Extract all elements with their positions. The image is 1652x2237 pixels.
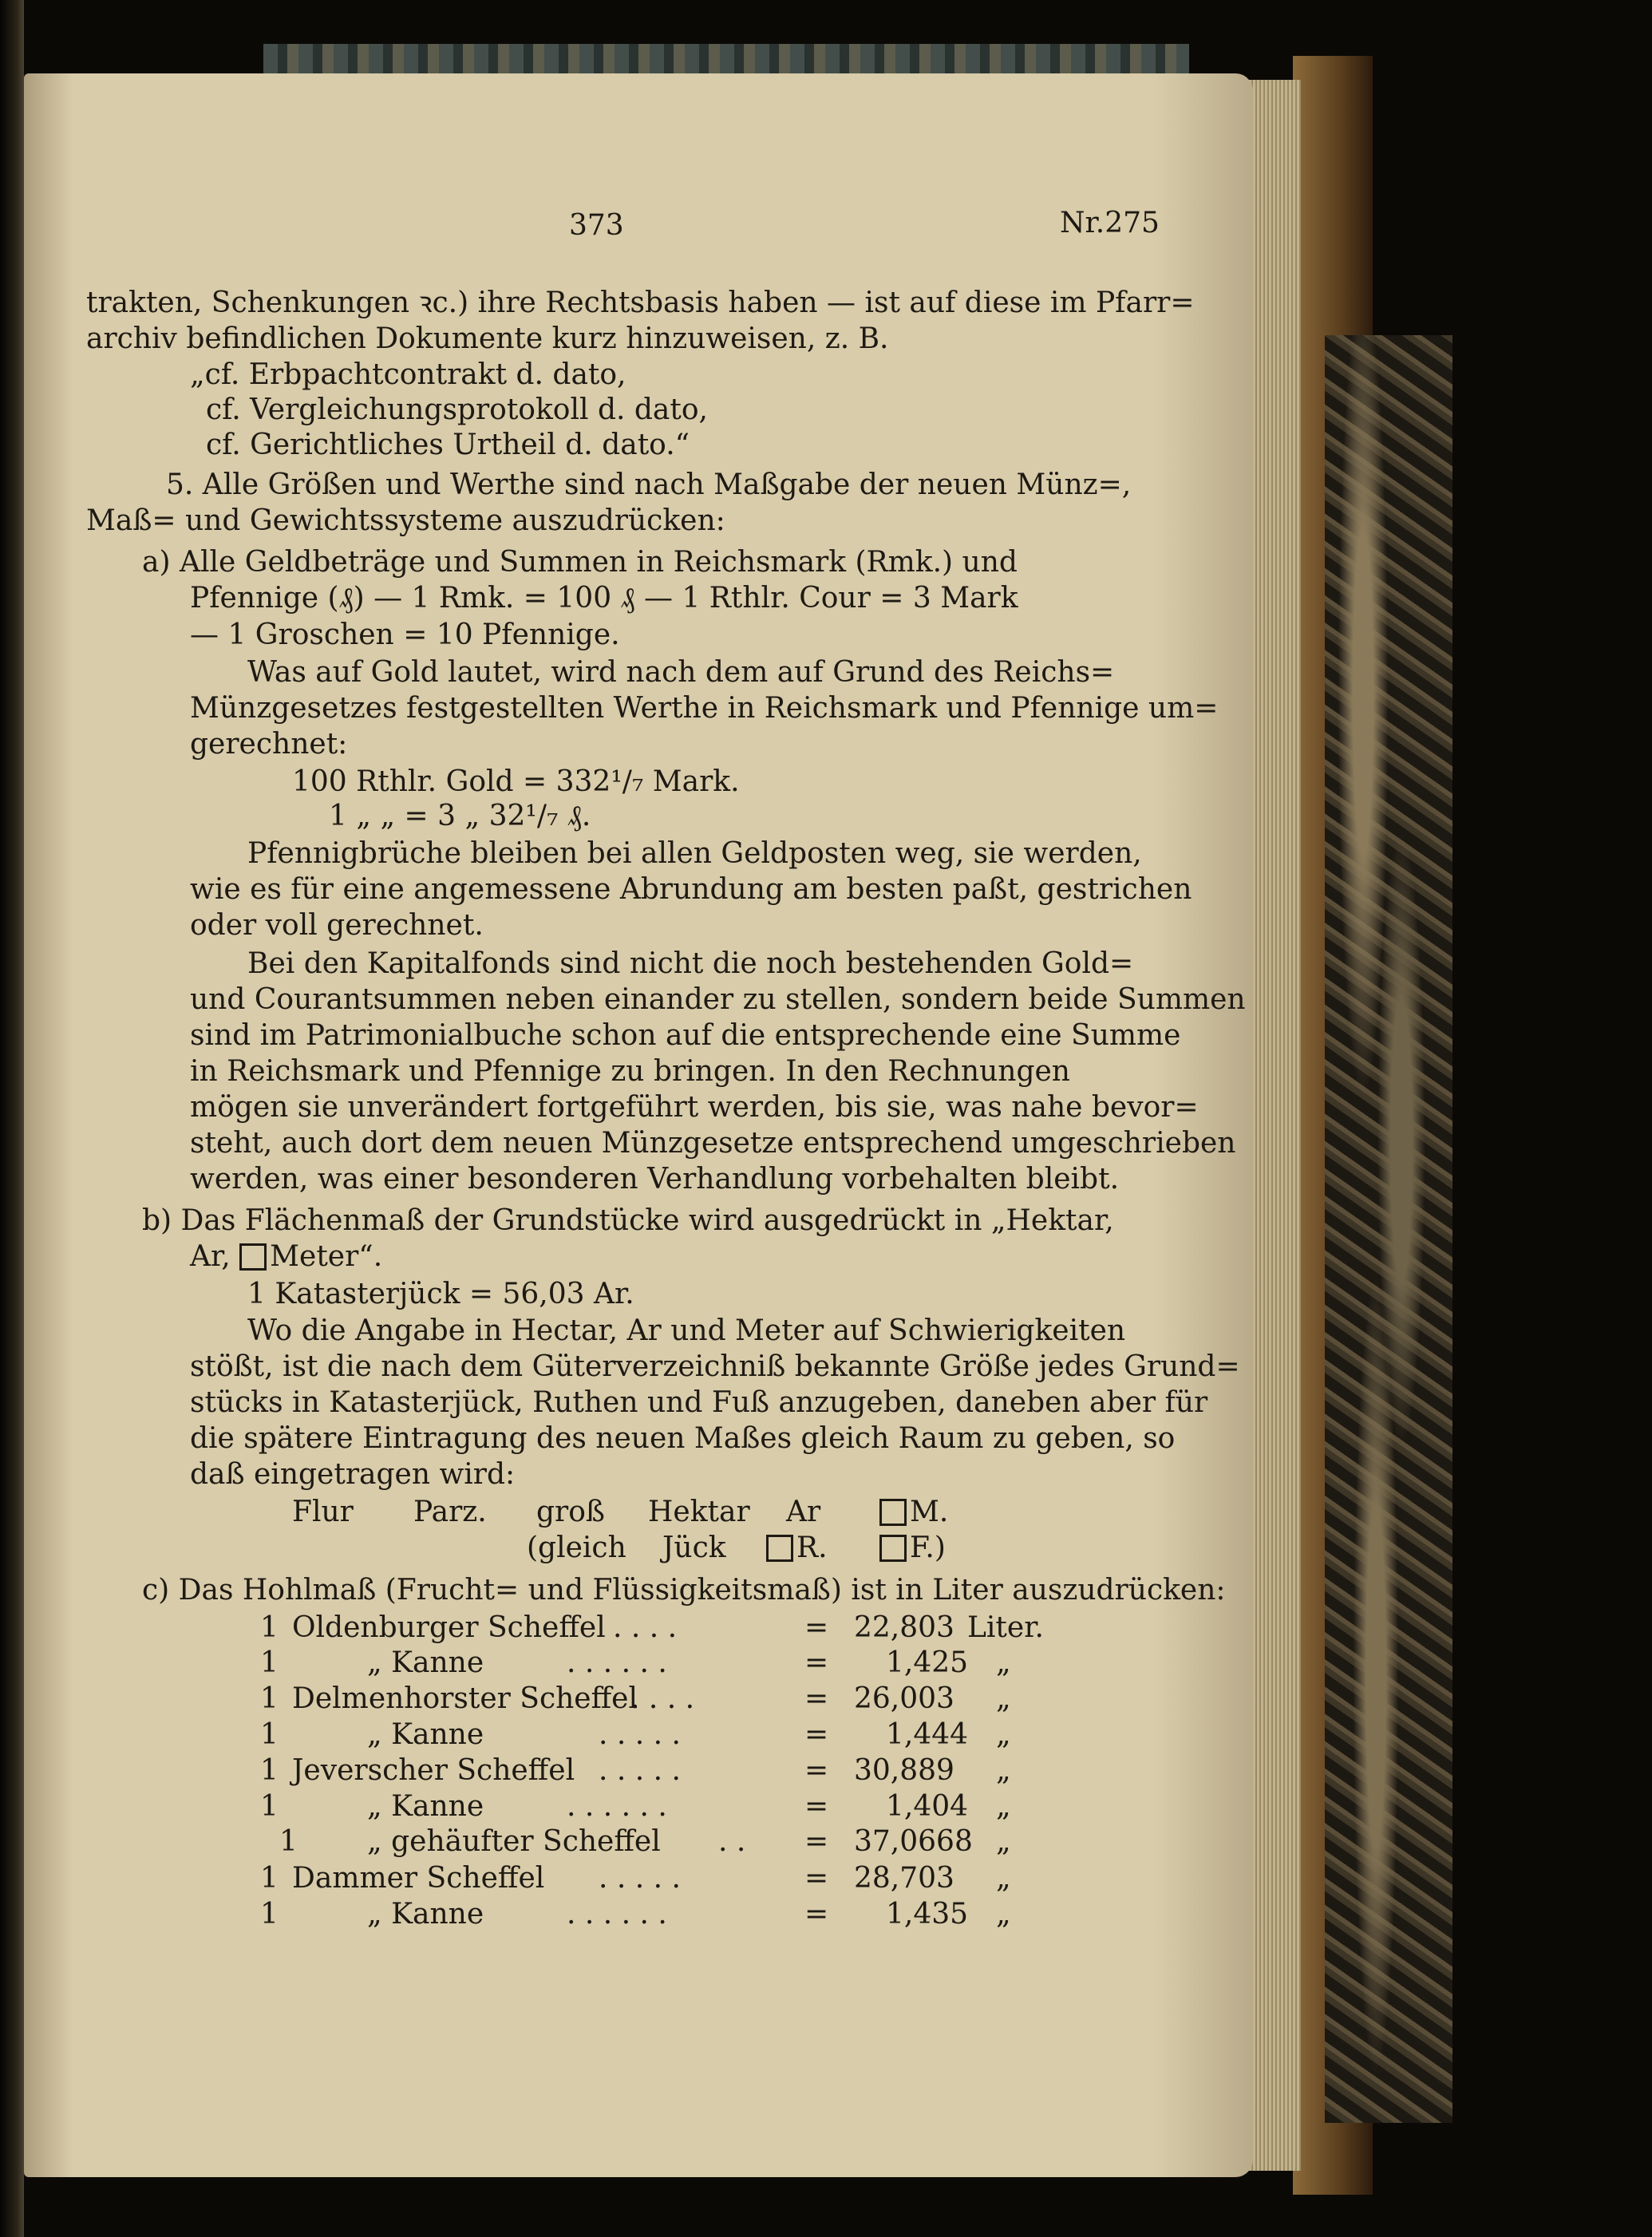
text-line: Was auf Gold lautet, wird nach dem auf Grund des Reichs= <box>247 656 1115 689</box>
measure-name: „ Kanne <box>367 1718 484 1751</box>
square-box-icon <box>766 1535 793 1562</box>
measure-value: 22,803 <box>854 1611 954 1644</box>
text-line: — 1 Groschen = 10 Pfennige. <box>190 619 620 651</box>
measure-qty: 1 <box>260 1646 279 1679</box>
measure-dots: . . <box>718 1825 746 1858</box>
square-box-icon <box>239 1243 267 1271</box>
measure-eq: = <box>804 1682 829 1715</box>
measure-dots: . . . . . . <box>567 1646 667 1679</box>
text-line: 5. Alle Größen und Werthe sind nach Maßgabe der neuen Münz=, <box>166 468 1132 501</box>
measure-dots: . . . . . <box>599 1718 681 1751</box>
text-line: gerechnet: <box>190 728 348 761</box>
text-line: 1 „ „ = 3 „ 32¹/₇ ₰. <box>329 800 591 832</box>
form-label-r: R. <box>766 1534 828 1563</box>
text-fragment: Ar, <box>190 1240 231 1273</box>
form-label-hektar: Hektar <box>648 1496 750 1528</box>
measure-dots: . . . . . <box>599 1754 681 1787</box>
measure-unit: „ <box>996 1898 1011 1931</box>
measure-qty: 1 <box>260 1790 279 1823</box>
measure-eq: = <box>804 1718 829 1751</box>
measure-qty: 1 <box>260 1718 279 1751</box>
text-line: a) Alle Geldbeträge und Summen in Reichsmark (Rmk.) und <box>142 546 1018 579</box>
form-label-juck: Jück <box>662 1532 726 1564</box>
text-line: die spätere Eintragung des neuen Maßes gleich Raum zu geben, so <box>190 1422 1176 1455</box>
dark-background-left <box>0 0 24 2237</box>
text-line: trakten, Schenkungen ꝛc.) ihre Rechtsbasis haben — ist auf diese im Pfarr= <box>86 287 1195 319</box>
form-label-gleich: (gleich <box>527 1532 626 1564</box>
text-line: cf. Vergleichungsprotokoll d. dato, <box>206 393 708 426</box>
measure-value: 1,435 <box>886 1898 969 1931</box>
text-line-with-box <box>190 1240 383 1273</box>
text-line: 100 Rthlr. Gold = 332¹/₇ Mark. <box>292 765 740 798</box>
book-page <box>24 73 1253 2177</box>
measure-value: 26,003 <box>854 1682 954 1715</box>
measure-unit: „ <box>996 1754 1011 1787</box>
measure-value: 1,425 <box>886 1646 969 1679</box>
measure-value: 28,703 <box>854 1862 954 1895</box>
measure-name: Oldenburger Scheffel <box>292 1611 606 1644</box>
measure-name: „ Kanne <box>367 1790 484 1823</box>
form-label-ar: Ar <box>786 1496 821 1528</box>
measure-unit: „ <box>996 1718 1011 1751</box>
text-line: cf. Gerichtliches Urtheil d. dato.“ <box>206 429 690 461</box>
form-label-f: F.) <box>879 1534 946 1563</box>
square-box-icon <box>879 1535 907 1562</box>
text-fragment: Meter“. <box>270 1240 383 1273</box>
text-line: sind im Patrimonialbuche schon auf die entsprechende eine Summe <box>190 1019 1181 1052</box>
measure-value: 1,444 <box>886 1718 969 1751</box>
measure-qty: 1 <box>260 1682 279 1715</box>
text-line: Bei den Kapitalfonds sind nicht die noch bestehenden Gold= <box>247 947 1134 980</box>
text-line: steht, auch dort dem neuen Münzgesetze entsprechend umgeschrieben <box>190 1127 1236 1160</box>
form-label-flur: Flur <box>292 1496 354 1528</box>
measure-dots: . . . . . <box>599 1862 681 1895</box>
text-line: werden, was einer besonderen Verhandlung vorbehalten bleibt. <box>190 1163 1120 1196</box>
measure-eq: = <box>804 1898 829 1931</box>
measure-eq: = <box>804 1862 829 1895</box>
measure-name: Delmenhorster Scheffel <box>292 1682 638 1715</box>
measure-qty: 1 <box>260 1862 279 1895</box>
page-reference: Nr.275 <box>1060 207 1160 239</box>
text-line: mögen sie unverändert fortgeführt werden, bis sie, was nahe bevor= <box>190 1091 1199 1124</box>
measure-qty: 1 <box>260 1898 279 1931</box>
text-line: und Courantsummen neben einander zu stellen, sondern beide Summen <box>190 983 1246 1016</box>
measure-name: „ Kanne <box>367 1646 484 1679</box>
form-label-m: M. <box>879 1498 948 1527</box>
text-line: stücks in Katasterjück, Ruthen und Fuß anzugeben, daneben aber für <box>190 1386 1208 1419</box>
measure-qty: 1 <box>260 1754 279 1787</box>
text-line: Wo die Angabe in Hectar, Ar und Meter auf Schwierigkeiten <box>247 1314 1126 1347</box>
measure-name: „ gehäufter Scheffel <box>367 1825 661 1858</box>
measure-eq: = <box>804 1790 829 1823</box>
measure-value: 37,0668 <box>854 1825 973 1858</box>
measure-eq: = <box>804 1825 829 1858</box>
measure-unit: Liter. <box>967 1611 1044 1644</box>
measure-unit: „ <box>996 1825 1011 1858</box>
measure-dots: . . . . . . <box>567 1790 667 1823</box>
text-line: „cf. Erbpachtcontrakt d. dato, <box>190 358 626 391</box>
page-stack-edge <box>1245 80 1301 2171</box>
text-line: c) Das Hohlmaß (Frucht= und Flüssigkeitsmaß) ist in Liter auszudrücken: <box>142 1574 1226 1607</box>
text-line: wie es für eine angemessene Abrundung am besten paßt, gestrichen <box>190 873 1192 906</box>
text-line: in Reichsmark und Pfennige zu bringen. In den Rechnungen <box>190 1055 1070 1088</box>
measure-name: Jeverscher Scheffel <box>292 1754 575 1787</box>
measure-unit: „ <box>996 1682 1011 1715</box>
text-line: oder voll gerechnet. <box>190 909 484 942</box>
measure-unit: „ <box>996 1646 1011 1679</box>
measure-unit: „ <box>996 1862 1011 1895</box>
page-number: 373 <box>569 209 624 242</box>
text-line: Pfennige (₰) — 1 Rmk. = 100 ₰ — 1 Rthlr. Cour = 3 Mark <box>190 582 1018 615</box>
square-box-icon <box>879 1499 907 1526</box>
measure-value: 1,404 <box>886 1790 969 1823</box>
measure-eq: = <box>804 1646 829 1679</box>
text-line: b) Das Flächenmaß der Grundstücke wird ausgedrückt in „Hektar, <box>142 1204 1114 1237</box>
measure-qty: 1 <box>260 1611 279 1644</box>
measure-eq: = <box>804 1754 829 1787</box>
text-line: Maß= und Gewichtssysteme auszudrücken: <box>86 504 725 537</box>
measure-dots: . . . . <box>613 1611 678 1644</box>
text-line: archiv befindlichen Dokumente kurz hinzuweisen, z. B. <box>86 322 889 355</box>
text-line: stößt, ist die nach dem Güterverzeichniß bekannte Größe jedes Grund= <box>190 1350 1240 1383</box>
form-label-gross: groß <box>536 1496 605 1528</box>
form-label-parz: Parz. <box>413 1496 487 1528</box>
marbled-cover <box>1325 335 1452 2123</box>
measure-name: Dammer Scheffel <box>292 1862 545 1895</box>
measure-dots: . . . . <box>630 1682 695 1715</box>
text-line: daß eingetragen wird: <box>190 1458 516 1491</box>
measure-dots: . . . . . . <box>567 1898 667 1931</box>
measure-eq: = <box>804 1611 829 1644</box>
measure-unit: „ <box>996 1790 1011 1823</box>
measure-value: 30,889 <box>854 1754 954 1787</box>
measure-qty: 1 <box>279 1825 298 1858</box>
text-line: Münzgesetzes festgestellten Werthe in Reichsmark und Pfennige um= <box>190 692 1219 725</box>
measure-name: „ Kanne <box>367 1898 484 1931</box>
text-line: Pfennigbrüche bleiben bei allen Geldposten weg, sie werden, <box>247 837 1142 870</box>
text-line: 1 Katasterjück = 56,03 Ar. <box>247 1278 634 1310</box>
